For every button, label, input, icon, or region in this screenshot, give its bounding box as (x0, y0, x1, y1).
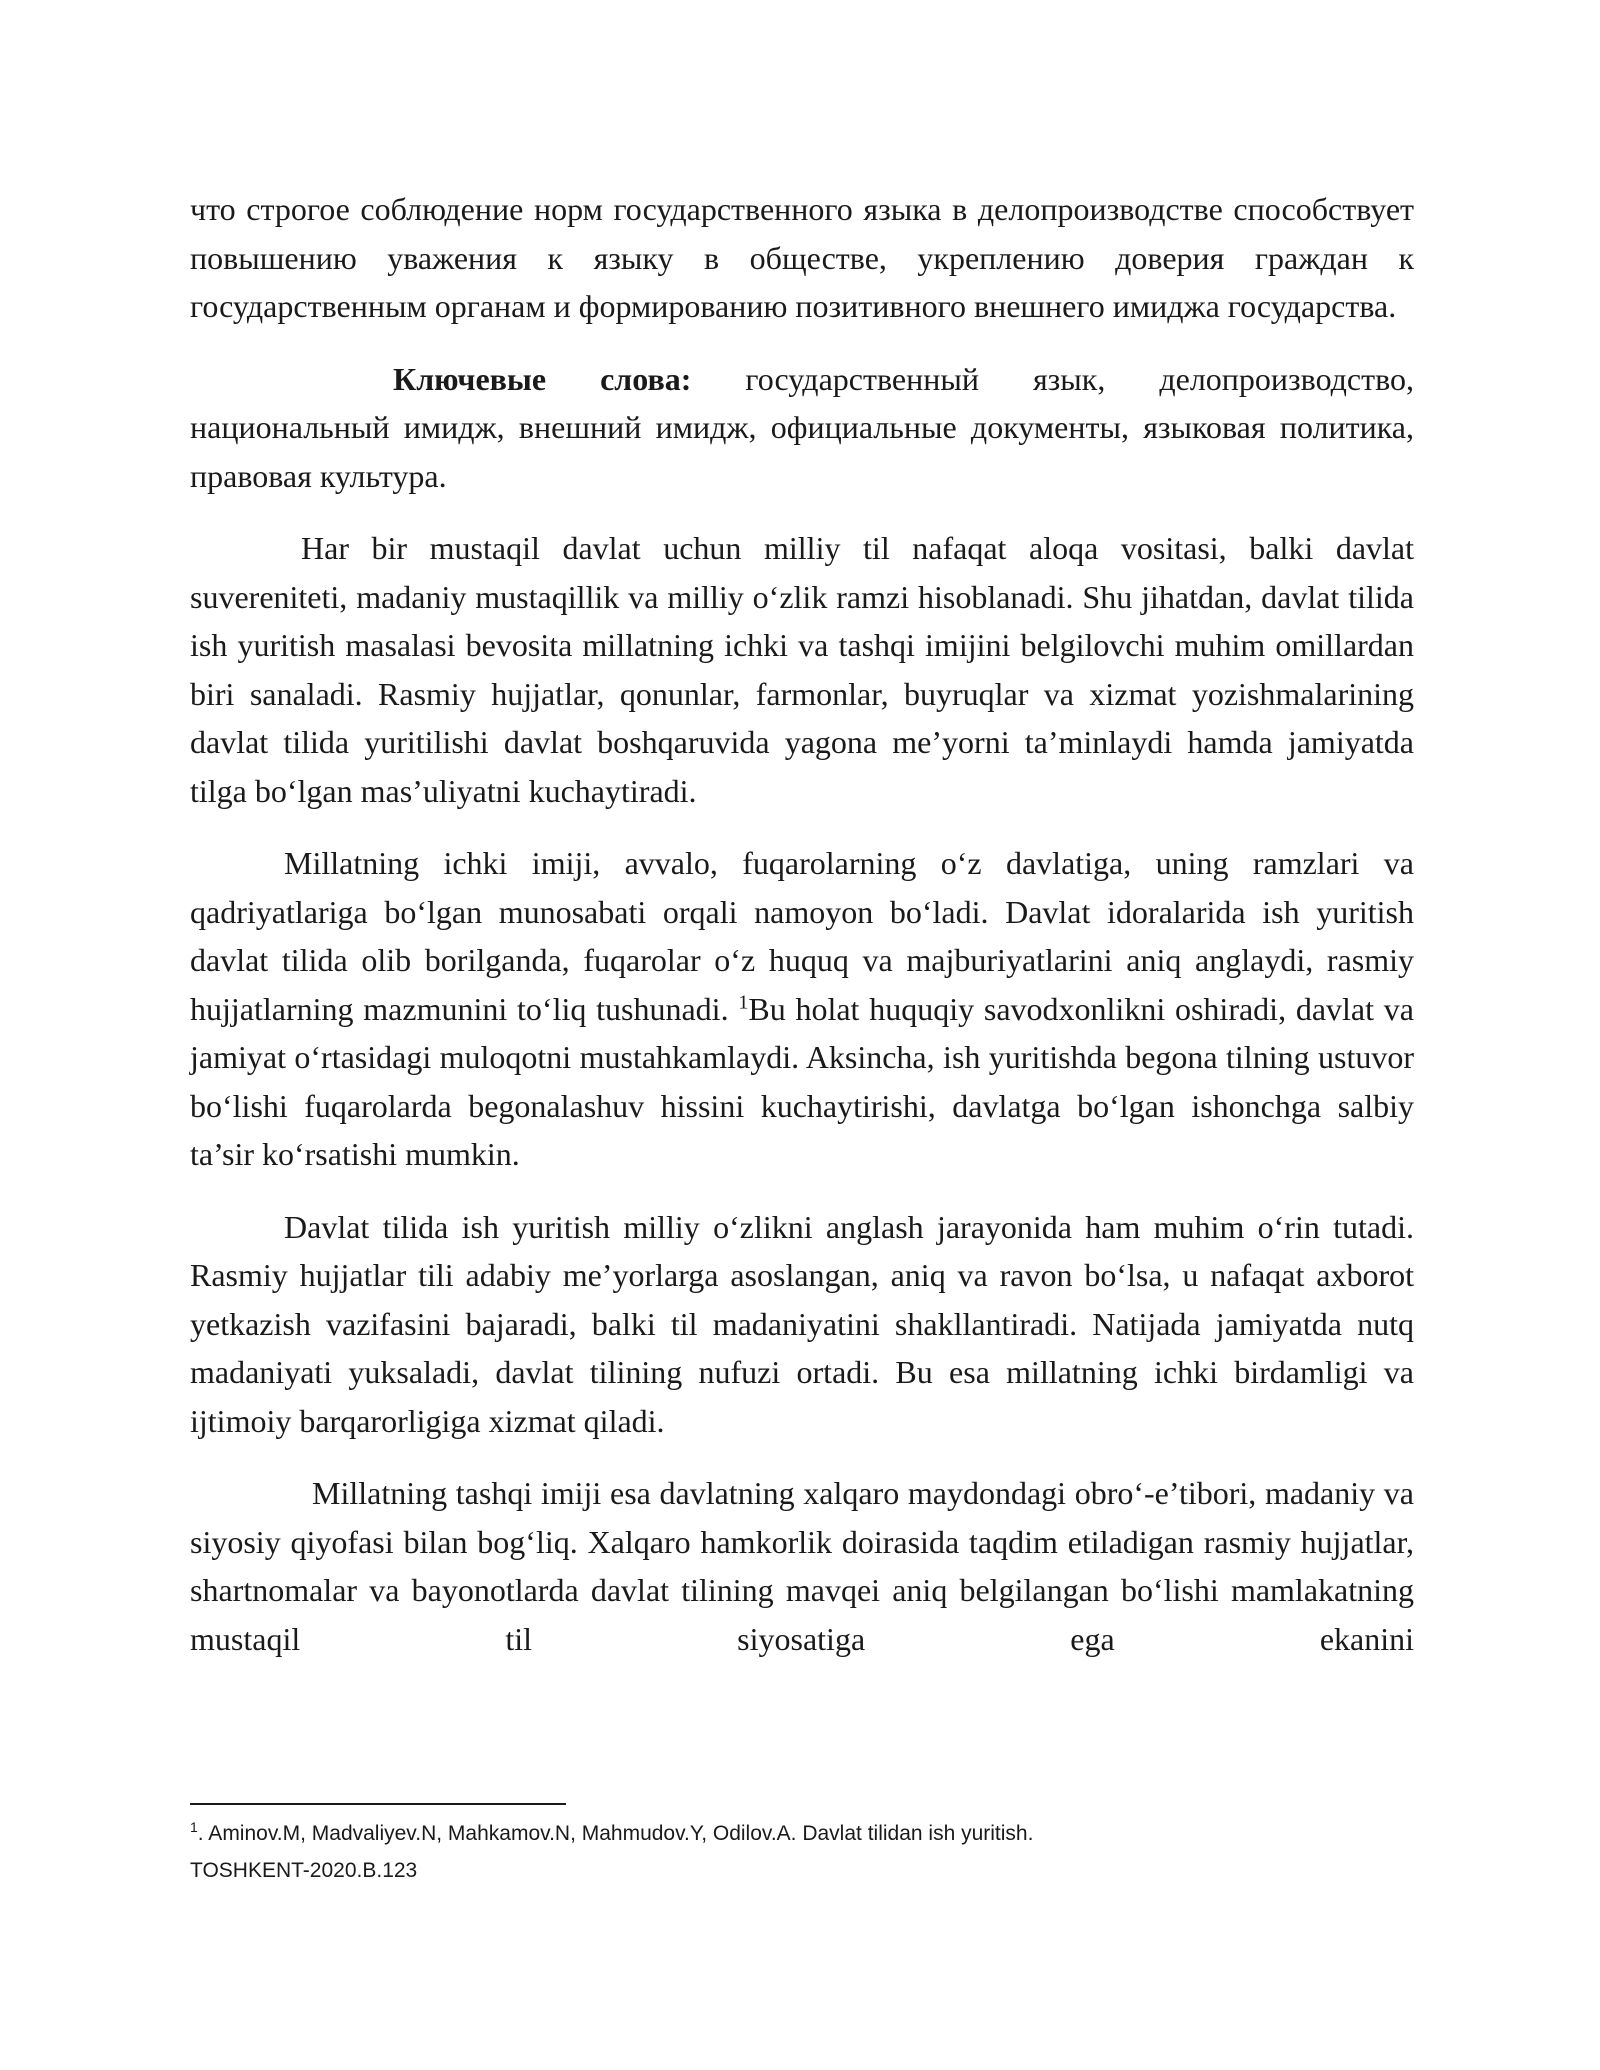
keywords-text: государственный язык, делопроизводство, национальный имидж, внешний имидж, официальные документы, языковая политика, правовая культура. (190, 360, 1415, 494)
paragraph-abstract-end: что строгое соблюдение норм государственного языка в делопроизводстве способствует повышению уважения к языку в обществе, укреплению доверия граждан к государственным органам и формированию позитивного внешнего имиджа государства. (190, 191, 1414, 324)
paragraph-internal-image-part1: Millatning ichki imiji, avvalo, fuqarolarning oʻz davlatiga, uning ramzlari va qadriyatlariga boʻlgan munosabati orqali namoyon boʻladi. Davlat idoralarida ish yuritish davlat tilida olib borilganda, fuqarolar oʻz huquq va majburiyatlarini aniq anglaydi, rasmiy hujjatlarning mazmunini toʻliq tushunadi. (190, 845, 1414, 1027)
footnote-citation: . Aminov.M, Madvaliyev.N, Mahkamov.N, Mahmudov.Y, Odilov.A. Davlat tilidan ish yuritish. (197, 1822, 1034, 1845)
footnote-marker: 1 (190, 1819, 198, 1835)
footnote-line-1 (190, 1815, 1414, 1852)
footnote-reference[interactable]: 1 (738, 990, 749, 1013)
footnote-line-2: TOSHKENT-2020.B.123 (190, 1859, 418, 1882)
keywords-label: Ключевые слова: (393, 360, 692, 397)
paragraph-internal-image-part2: Bu holat huquqiy savodxonlikni oshiradi, davlat va jamiyat oʻrtasidagi muloqotni mustahkamlaydi. Aksincha, ish yuritishda begona tilning ustuvor boʻlishi fuqarolarda begonalashuv hissini kuchaytirishi, davlatga boʻlgan ishonchga salbiy ta’sir koʻrsatishi mumkin. (190, 990, 1415, 1172)
document-body (190, 185, 1414, 1687)
paragraph-external-image: Millatning tashqi imiji esa davlatning xalqaro maydondagi obroʻ-e’tibori, madaniy va siyosiy qiyofasi bilan bogʻliq. Xalqaro hamkorlik doirasida taqdim etiladigan rasmiy hujjatlar, shartnomalar va bayonotlarda davlat tilining mavqei aniq belgilangan boʻlishi mamlakatning mustaqil til siyosatiga ega ekanini (190, 1475, 1414, 1657)
paragraph-internal-image (190, 839, 1414, 1179)
footnote (190, 1815, 1414, 1889)
keywords-paragraph (190, 355, 1414, 501)
footnote-separator (190, 1803, 566, 1805)
paragraph-national-language: Har bir mustaqil davlat uchun milliy til nafaqat aloqa vositasi, balki davlat suvereniteti, madaniy mustaqillik va milliy oʻzlik ramzi hisoblanadi. Shu jihatdan, davlat tilida ish yuritish masalasi bevosita millatning ichki va tashqi imijini belgilovchi muhim omillardan biri sanaladi. Rasmiy hujjatlar, qonunlar, farmonlar, buyruqlar va xizmat yozishmalarining davlat tilida yuritilishi davlat boshqaruvida yagona me’yorni ta’minlaydi hamda jamiyatda tilga boʻlgan mas’uliyatni kuchaytiradi. (190, 530, 1414, 809)
paragraph-national-identity: Davlat tilida ish yuritish milliy oʻzlikni anglash jarayonida ham muhim oʻrin tutadi. Rasmiy hujjatlar tili adabiy me’yorlarga asoslangan, aniq va ravon boʻlsa, u nafaqat axborot yetkazish vazifasini bajaradi, balki til madaniyatini shakllantiradi. Natijada jamiyatda nutq madaniyati yuksaladi, davlat tilining nufuzi ortadi. Bu esa millatning ichki birdamligi va ijtimoiy barqarorligiga xizmat qiladi. (190, 1208, 1414, 1439)
